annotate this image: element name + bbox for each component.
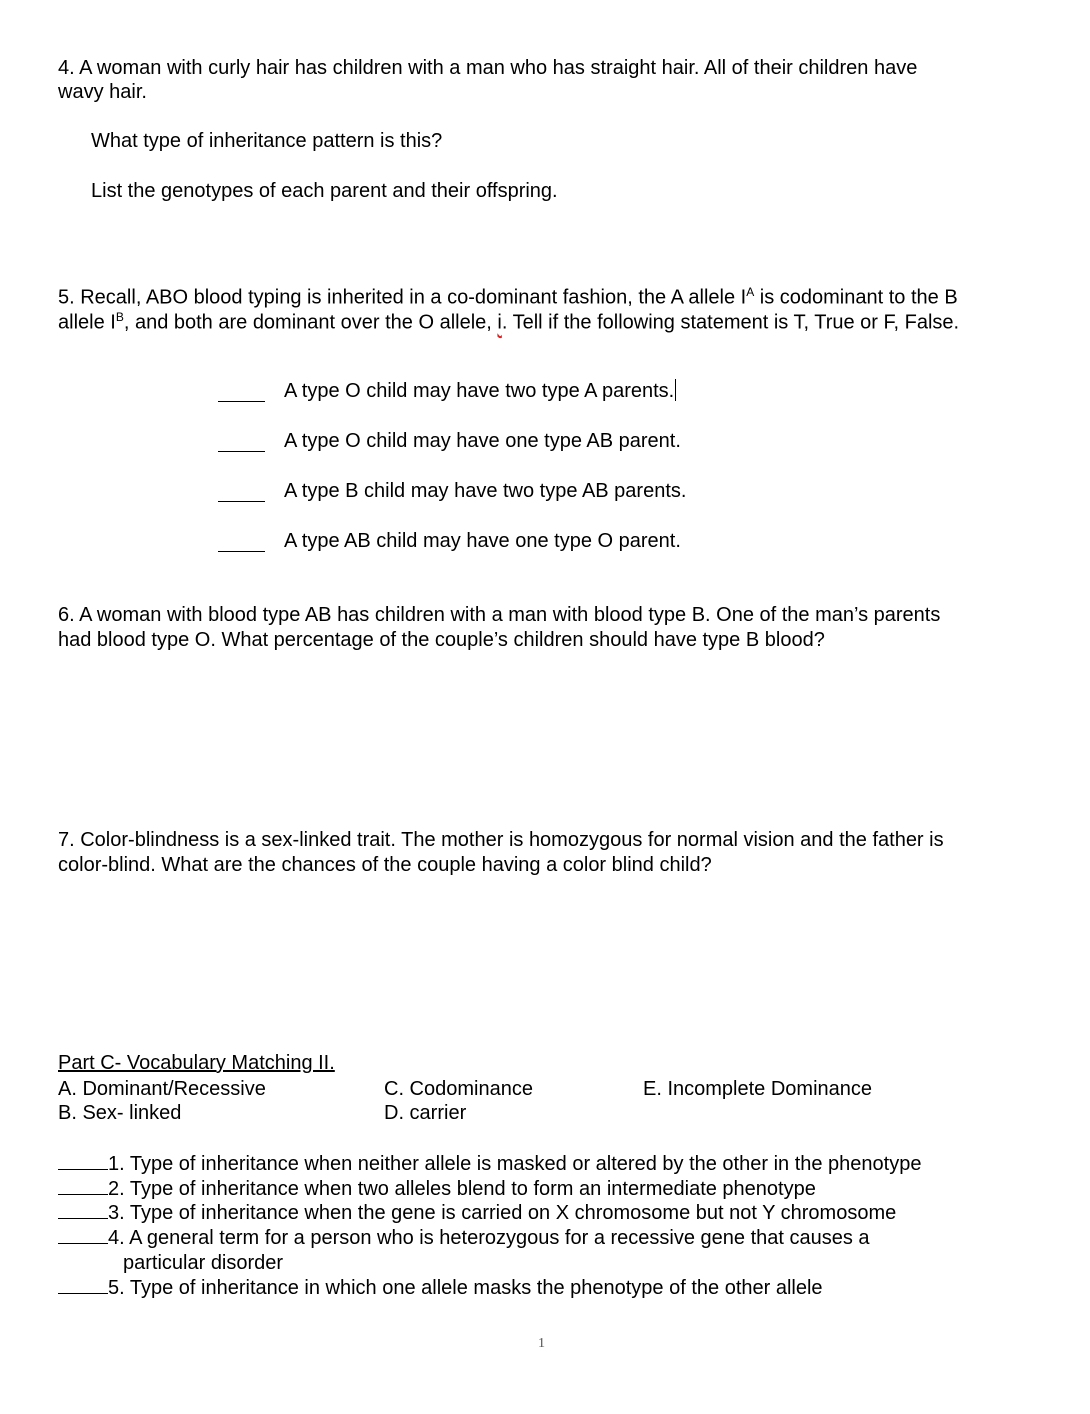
spellcheck-word: i	[497, 311, 502, 334]
answer-blank[interactable]	[58, 1194, 108, 1195]
answer-blank[interactable]	[58, 1243, 108, 1244]
q4-sub1: What type of inheritance pattern is this?	[91, 130, 443, 152]
q5-line2: allele $I^B$, and both are dominant over the O allele, i. Tell if the following statement is T, True or F, False.	[58, 310, 960, 334]
answer-blank[interactable]	[218, 401, 265, 402]
term-c: C. Codominance	[384, 1078, 533, 1100]
matching-item-4-cont: particular disorder	[123, 1252, 284, 1274]
term-e: E. Incomplete Dominance	[643, 1078, 873, 1100]
part-c-title: Part C- Vocabulary Matching II.	[58, 1052, 335, 1074]
q6-line1: 6. A woman with blood type AB has children with a man with blood type B. One of the man’s parents	[58, 604, 941, 626]
q7-line2: color-blind. What are the chances of the couple having a color blind child?	[58, 854, 712, 876]
q4-line1: 4. A woman with curly hair has children with a man who has straight hair. All of their children have	[58, 57, 918, 79]
answer-blank[interactable]	[218, 551, 265, 552]
page-number: 1	[538, 1336, 545, 1351]
matching-item-4: 4. A general term for a person who is heterozygous for a recessive gene that causes a	[58, 1226, 870, 1250]
matching-item-3: 3. Type of inheritance when the gene is carried on X chromosome but not Y chromosome	[58, 1201, 896, 1225]
answer-blank[interactable]	[218, 451, 265, 452]
text-cursor	[675, 379, 676, 401]
term-d: D. carrier	[384, 1102, 467, 1124]
matching-item-5: 5. Type of inheritance in which one allele masks the phenotype of the other allele	[58, 1276, 823, 1300]
statement-2: A type O child may have one type AB parent.	[284, 430, 681, 452]
q4-line2: wavy hair.	[58, 81, 147, 103]
answer-blank[interactable]	[218, 501, 265, 502]
answer-blank[interactable]	[58, 1293, 108, 1294]
statement-3: A type B child may have two type AB parents.	[284, 480, 687, 502]
statement-1: A type O child may have two type A parents.	[284, 380, 675, 402]
statement-4: A type AB child may have one type O parent.	[284, 530, 681, 552]
q6-line2: had blood type O. What percentage of the couple’s children should have type B blood?	[58, 629, 825, 651]
q5-line1: 5. Recall, ABO blood typing is inherited in a co-dominant fashion, the A allele $I^A$ is codominant to the B	[58, 285, 958, 309]
answer-blank[interactable]	[58, 1218, 108, 1219]
term-b: B. Sex- linked	[58, 1102, 182, 1124]
matching-item-2: 2. Type of inheritance when two alleles blend to form an intermediate phenotype	[58, 1177, 816, 1201]
q7-line1: 7. Color-blindness is a sex-linked trait. The mother is homozygous for normal vision and the father is	[58, 829, 944, 851]
term-a: A. Dominant/Recessive	[58, 1078, 266, 1100]
answer-blank[interactable]	[58, 1169, 108, 1170]
q4-sub2: List the genotypes of each parent and their offspring.	[91, 180, 558, 202]
matching-item-1: 1. Type of inheritance when neither allele is masked or altered by the other in the phenotype	[58, 1152, 921, 1176]
